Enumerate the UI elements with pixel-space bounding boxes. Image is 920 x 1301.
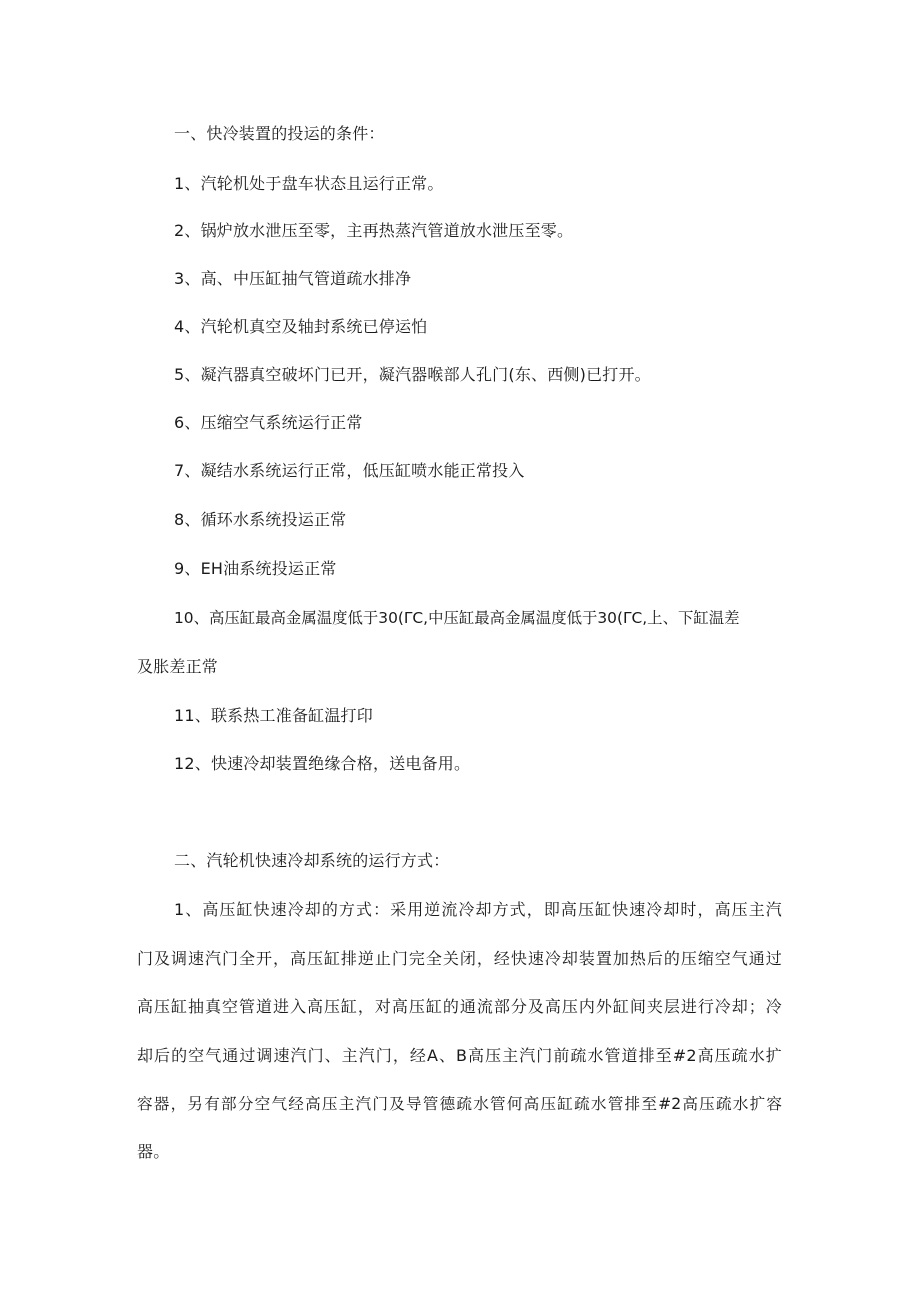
section2-heading: 二、汽轮机快速冷却系统的运行方式：: [174, 851, 450, 870]
condition-item-7: 7、凝结水系统运行正常，低压缸喷水能正常投入: [174, 461, 525, 480]
condition-item-5: 5、凝汽器真空破坏门已开，凝汽器喉部人孔门(东、西侧)已打开。: [174, 365, 651, 384]
paragraph-line: 门及调速汽门全开，高压缸排逆止门完全关闭，经快速冷却装置加热后的压缩空气通过: [137, 949, 782, 968]
condition-item-12: 12、快速冷却装置绝缘合格，送电备用。: [174, 754, 471, 773]
condition-item-11: 11、联系热工准备缸温打印: [174, 706, 373, 725]
paragraph-line: 高压缸抽真空管道进入高压缸，对高压缸的通流部分及高压内外缸间夹层进行冷却；冷: [137, 997, 782, 1016]
condition-item-1: 1、汽轮机处于盘车状态且运行正常。: [174, 174, 444, 193]
condition-item-3: 3、高、中压缸抽气管道疏水排净: [174, 269, 412, 288]
condition-item-4: 4、汽轮机真空及轴封系统已停运怕: [174, 317, 428, 336]
section1-heading: 一、快冷装置的投运的条件：: [174, 124, 385, 143]
paragraph-line: 却后的空气通过调速汽门、主汽门，经A、B高压主汽门前疏水管道排至#2高压疏水扩: [137, 1046, 782, 1065]
paragraph-line: 容器，另有部分空气经高压主汽门及导管德疏水管何高压缸疏水管排至#2高压疏水扩容: [137, 1095, 782, 1113]
paragraph-line: 1、高压缸快速冷却的方式：采用逆流冷却方式，即高压缸快速冷却时，高压主汽: [174, 900, 782, 919]
condition-item-8: 8、循环水系统投运正常: [174, 510, 347, 529]
condition-item-2: 2、锅炉放水泄压至零，主再热蒸汽管道放水泄压至零。: [174, 221, 574, 240]
condition-item-10-line1: 10、高压缸最高金属温度低于30(ΓC,中压缸最高金属温度低于30(ΓC,上、下缸温差: [174, 609, 740, 627]
condition-item-6: 6、压缩空气系统运行正常: [174, 413, 363, 432]
paragraph-line: 器。: [137, 1142, 170, 1161]
condition-item-10-line2: 及胀差正常: [137, 657, 219, 676]
condition-item-9: 9、EH油系统投运正常: [174, 559, 337, 578]
